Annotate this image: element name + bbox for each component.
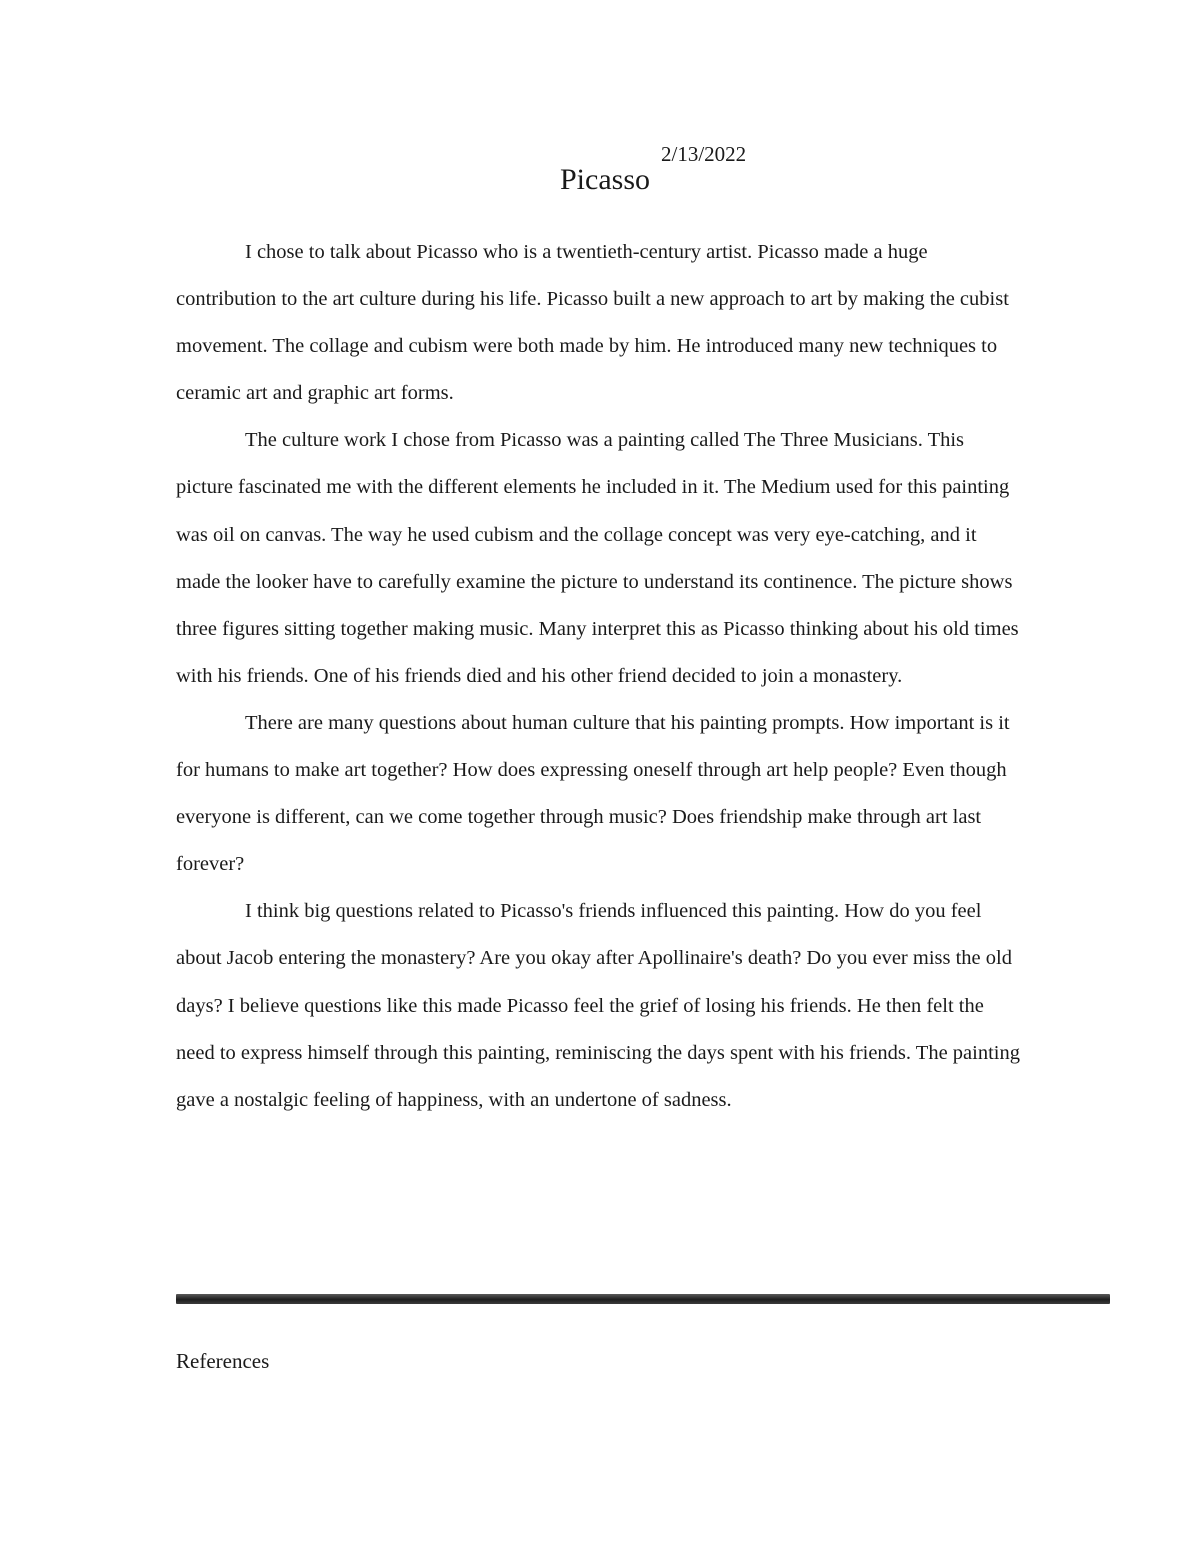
document-body bbox=[176, 229, 1026, 1124]
paragraph-conclusion: I think big questions related to Picasso's friends influenced this painting. How do you feel about Jacob entering the monastery? Are you okay after Apollinaire's death? Do you ever miss the old days? I believe questions like this made Picasso feel the grief of losing his friends. He then felt the need to express himself through this painting, reminiscing the days spent with his friends. The painting gave a nostalgic feeling of happiness, with an undertone of sadness. bbox=[176, 900, 1020, 1111]
paragraph-introduction: I chose to talk about Picasso who is a twentieth-century artist. Picasso made a huge contribution to the art culture during his life. Picasso built a new approach to art by making the cubist movement. The collage and cubism were both made by him. He introduced many new techniques to ceramic art and graphic art forms. bbox=[176, 241, 1009, 405]
paragraph-questions: There are many questions about human culture that his painting prompts. How important is it for humans to make art together? How does expressing oneself through art help people? Even though everyone is different, can we come together through music? Does friendship make through art last forever? bbox=[176, 711, 1010, 876]
section-divider bbox=[176, 1294, 1110, 1304]
document-date: 2/13/2022 bbox=[661, 142, 747, 166]
document-title: Picasso bbox=[560, 163, 650, 196]
paragraph-artwork: The culture work I chose from Picasso was a painting called The Three Musicians. This picture fascinated me with the different elements he included in it. The Medium used for this painting was oil on canvas. The way he used cubism and the collage concept was very eye-catching, and it made the looker have to carefully examine the picture to understand its continence. The picture shows three figures sitting together making music. Many interpret this as Picasso thinking about his old times with his friends. One of his friends died and his other friend decided to join a monastery. bbox=[176, 429, 1019, 687]
references-heading: References bbox=[176, 1349, 270, 1373]
